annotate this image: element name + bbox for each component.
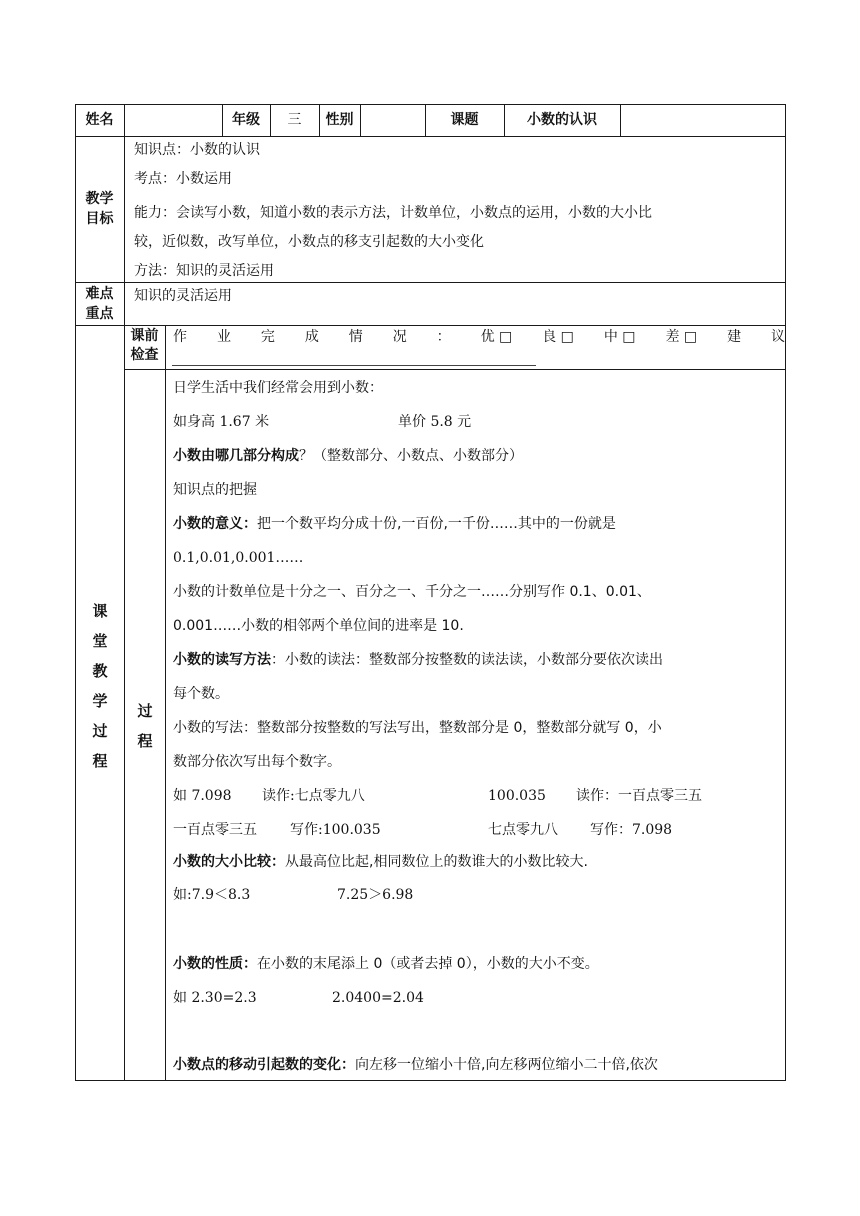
process-example: 一百点零三五 (173, 822, 257, 838)
process-line: 0.1,0.01,0.001…… (173, 550, 304, 566)
table-row-line (75, 325, 786, 326)
goals-line: 考点：小数运用 (134, 171, 232, 187)
name-label: 姓名 (85, 112, 114, 128)
process-text: 把一个数平均分成十份,一百份,一千份……其中的一份就是 (257, 516, 616, 532)
precheck-char: ： (436, 329, 451, 345)
process-line: 0.001……小数的相邻两个单位间的进率是 10. (173, 618, 464, 634)
process-example: 如 2.30=2.3 (173, 990, 257, 1006)
process-example: 七点零九八 (488, 822, 558, 838)
process-text: 在小数的末尾添上 0（或者去掉 0），小数的大小不变。 (257, 956, 599, 972)
goals-line: 较，近似数，改写单位，小数点的移支引起数的大小变化 (134, 234, 484, 250)
process-line: 数部分依次写出每个数字。 (173, 754, 341, 770)
rating-good-checkbox[interactable]: 良 □ (542, 329, 574, 345)
label-column-line (124, 104, 125, 1081)
process-example: 如身高 1.67 米 (173, 414, 270, 430)
topic-value: 小数的认识 (527, 112, 597, 128)
process-example: 读作:七点零九八 (262, 788, 365, 804)
rating-medium-checkbox[interactable]: 中 □ (603, 329, 636, 345)
process-line (173, 1056, 658, 1074)
lesson-section-label: 课 堂 教 学 过 程 (92, 602, 108, 770)
goals-label: 教学 目标 (85, 191, 114, 227)
precheck-row (173, 328, 785, 346)
precheck-char: 成 (304, 329, 319, 345)
table-row-line (75, 136, 786, 137)
process-line: 日学生活中我们经常会用到小数： (173, 380, 383, 396)
table-border-bottom (75, 1080, 786, 1081)
table-border-left (75, 104, 76, 1081)
table-border-right (785, 104, 786, 1081)
sub-label-column-line (165, 325, 166, 1081)
difficulty-label: 难点 重点 (85, 286, 114, 322)
header-cell-line (620, 104, 621, 136)
process-text: ：小数的读法：整数部分按整数的读法读，小数部分要依次读出 (271, 652, 663, 668)
process-label: 过 程 (137, 702, 153, 750)
gender-label: 性别 (325, 112, 354, 128)
heading-property: 小数的性质： (173, 956, 257, 972)
process-example: 写作：7.098 (590, 822, 673, 838)
process-example: 写作:100.035 (290, 822, 381, 838)
table-row-line (124, 369, 786, 370)
process-text: 向左移一位缩小十倍,向左移两位缩小二十倍,依次 (355, 1057, 658, 1073)
precheck-char: 情 (348, 329, 363, 345)
precheck-label: 课前 检查 (130, 328, 159, 363)
process-line: 知识点的把握 (173, 482, 257, 498)
rating-poor-checkbox[interactable]: 差 □ (665, 329, 698, 345)
precheck-char: 业 (216, 329, 231, 345)
suggestion-underline[interactable] (172, 365, 536, 366)
rating-excellent-checkbox[interactable]: 优 □ (480, 329, 513, 345)
process-text: ？（整数部分、小数点、小数部分） (299, 448, 523, 464)
table-row-line (75, 282, 786, 283)
precheck-char: 况 (392, 329, 407, 345)
precheck-char: 作 (173, 329, 187, 345)
process-example: 2.0400=2.04 (332, 990, 424, 1006)
heading-read-write: 小数的读写方法 (173, 652, 271, 668)
grade-label: 年级 (232, 112, 260, 128)
process-line (173, 515, 616, 533)
grade-value: 三 (287, 112, 302, 128)
header-cell-line (360, 104, 361, 136)
process-line: 小数的计数单位是十分之一、百分之一、千分之一……分别写作 0.1、0.01、 (173, 584, 651, 600)
process-example: 如:7.9＜8.3 (173, 887, 251, 903)
process-example: 如 7.098 (173, 788, 232, 804)
heading-point-move: 小数点的移动引起数的变化： (173, 1057, 355, 1073)
heading-composition: 小数由哪几部分构成 (173, 448, 299, 464)
table-border-top (75, 104, 786, 105)
topic-label: 课题 (450, 112, 479, 128)
process-example: 100.035 (488, 788, 546, 804)
difficulty-text: 知识的灵活运用 (134, 288, 232, 304)
process-example: 读作：一百点零三五 (576, 788, 702, 804)
heading-meaning: 小数的意义： (173, 516, 257, 532)
process-line (173, 447, 523, 465)
precheck-char: 完 (260, 329, 275, 345)
goals-line: 方法：知识的灵活运用 (134, 263, 274, 279)
heading-comparison: 小数的大小比较： (173, 854, 285, 870)
process-example: 单价 5.8 元 (398, 414, 472, 430)
process-text: 从最高位比起,相同数位上的数谁大的小数比较大. (285, 854, 588, 870)
process-line: 小数的写法：整数部分按整数的写法写出，整数部分是 0，整数部分就写 0，小 (173, 720, 662, 736)
goals-line: 能力：会读写小数，知道小数的表示方法，计数单位，小数点的运用，小数的大小比 (134, 205, 652, 221)
process-line (173, 955, 599, 973)
process-line (173, 651, 663, 669)
precheck-char: 议 (771, 329, 785, 345)
goals-line: 知识点：小数的认识 (134, 142, 260, 158)
process-line (173, 853, 588, 871)
precheck-char: 建 (727, 329, 742, 345)
process-example: 7.25＞6.98 (337, 887, 414, 903)
process-line: 每个数。 (173, 686, 229, 702)
